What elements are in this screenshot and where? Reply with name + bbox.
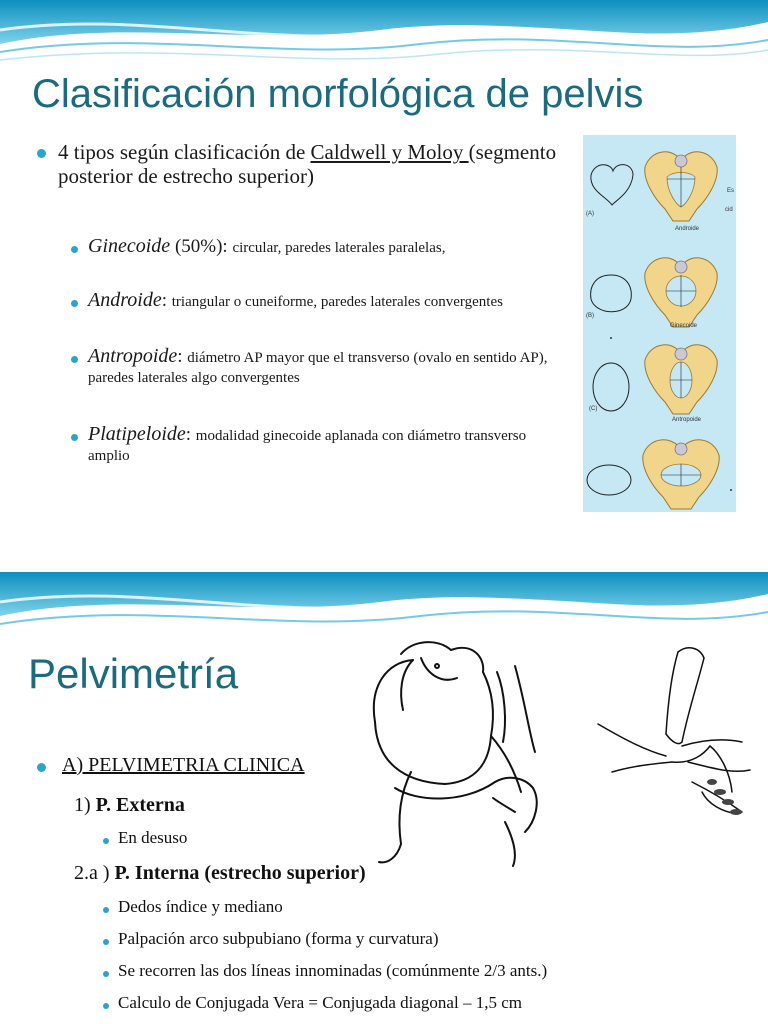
figure-letter: (B) xyxy=(586,313,594,319)
bullet-icon xyxy=(103,838,109,844)
type-description: triangular o cuneiforme, paredes laterales convergentes xyxy=(171,294,503,310)
type-name: Ginecoide xyxy=(88,235,171,257)
bullet-icon xyxy=(71,356,78,363)
figure-letter: (A) xyxy=(586,211,594,217)
list-item: Palpación arco subpubiano (forma y curvatura) xyxy=(118,929,439,948)
pregnant-abdomen-illustration xyxy=(365,632,565,867)
caldwell-moloy-link[interactable]: Caldwell y Moloy xyxy=(310,140,469,164)
type-separator: : xyxy=(177,346,188,367)
figure-letter: (C) xyxy=(589,406,598,412)
type-name: Antropoide xyxy=(88,345,178,367)
pelvis-types-figure xyxy=(583,135,736,530)
type-item-androide xyxy=(88,290,568,312)
bullet-icon xyxy=(71,246,78,253)
item-number: 2.a ) xyxy=(74,862,115,884)
figure-label: Antropoide xyxy=(672,417,702,423)
type-item-platipeloide xyxy=(88,424,568,466)
type-item-antropoide xyxy=(88,346,568,388)
figure-side-text: cid xyxy=(725,207,733,213)
figure-label: Androide xyxy=(675,226,700,232)
vaginal-examination-illustration xyxy=(592,642,760,837)
main-bullet-text xyxy=(58,140,558,188)
type-description: modalidad ginecoide aplanada con diámetro transverso amplio xyxy=(88,428,527,464)
p-interna-heading xyxy=(74,862,366,885)
main-bullet-pre: 4 tipos según clasificación de xyxy=(58,140,311,164)
bullet-icon xyxy=(71,300,78,307)
slide-title: Pelvimetría xyxy=(28,650,239,697)
figure-side-text: Es xyxy=(727,188,735,194)
type-separator: : xyxy=(161,290,172,311)
type-description: diámetro AP mayor que el transverso (ovalo en sentido AP), paredes laterales algo convergentes xyxy=(88,350,548,386)
bullet-icon xyxy=(103,1003,109,1009)
list-item: Calculo de Conjugada Vera = Conjugada diagonal – 1,5 cm xyxy=(118,993,522,1012)
main-bullet-post: (segmento posterior de estrecho superior) xyxy=(58,140,557,188)
bullet-icon xyxy=(71,434,78,441)
section-heading: A) PELVIMETRIA CLINICA xyxy=(62,754,305,776)
type-item-ginecoide xyxy=(88,236,568,258)
bullet-icon xyxy=(103,939,109,945)
type-name: Platipeloide xyxy=(88,423,186,445)
slide-2 xyxy=(0,512,768,1024)
type-separator: (50%): xyxy=(170,236,233,257)
list-item: Dedos índice y mediano xyxy=(118,897,283,916)
item-label: P. Interna (estrecho superior) xyxy=(114,862,366,884)
bullet-icon xyxy=(103,907,109,913)
pelvis-diagram-icon xyxy=(583,135,736,530)
type-name: Androide xyxy=(88,289,162,311)
item-label: P. Externa xyxy=(95,794,185,816)
type-separator: : xyxy=(185,424,196,445)
type-description: circular, paredes laterales paralelas, xyxy=(232,240,446,256)
figure-label: Ginecoide xyxy=(670,323,698,329)
p-externa-heading xyxy=(74,794,185,817)
slide-title: Clasificación morfológica de pelvis xyxy=(32,72,644,116)
item-number: 1) xyxy=(74,794,96,816)
bullet-icon xyxy=(37,763,46,772)
header-wave-decoration xyxy=(0,0,768,70)
list-item: Se recorren las dos líneas innominadas (comúnmente 2/3 ants.) xyxy=(118,961,548,980)
list-item: En desuso xyxy=(118,828,188,847)
bullet-icon xyxy=(37,149,46,158)
bullet-icon xyxy=(103,971,109,977)
